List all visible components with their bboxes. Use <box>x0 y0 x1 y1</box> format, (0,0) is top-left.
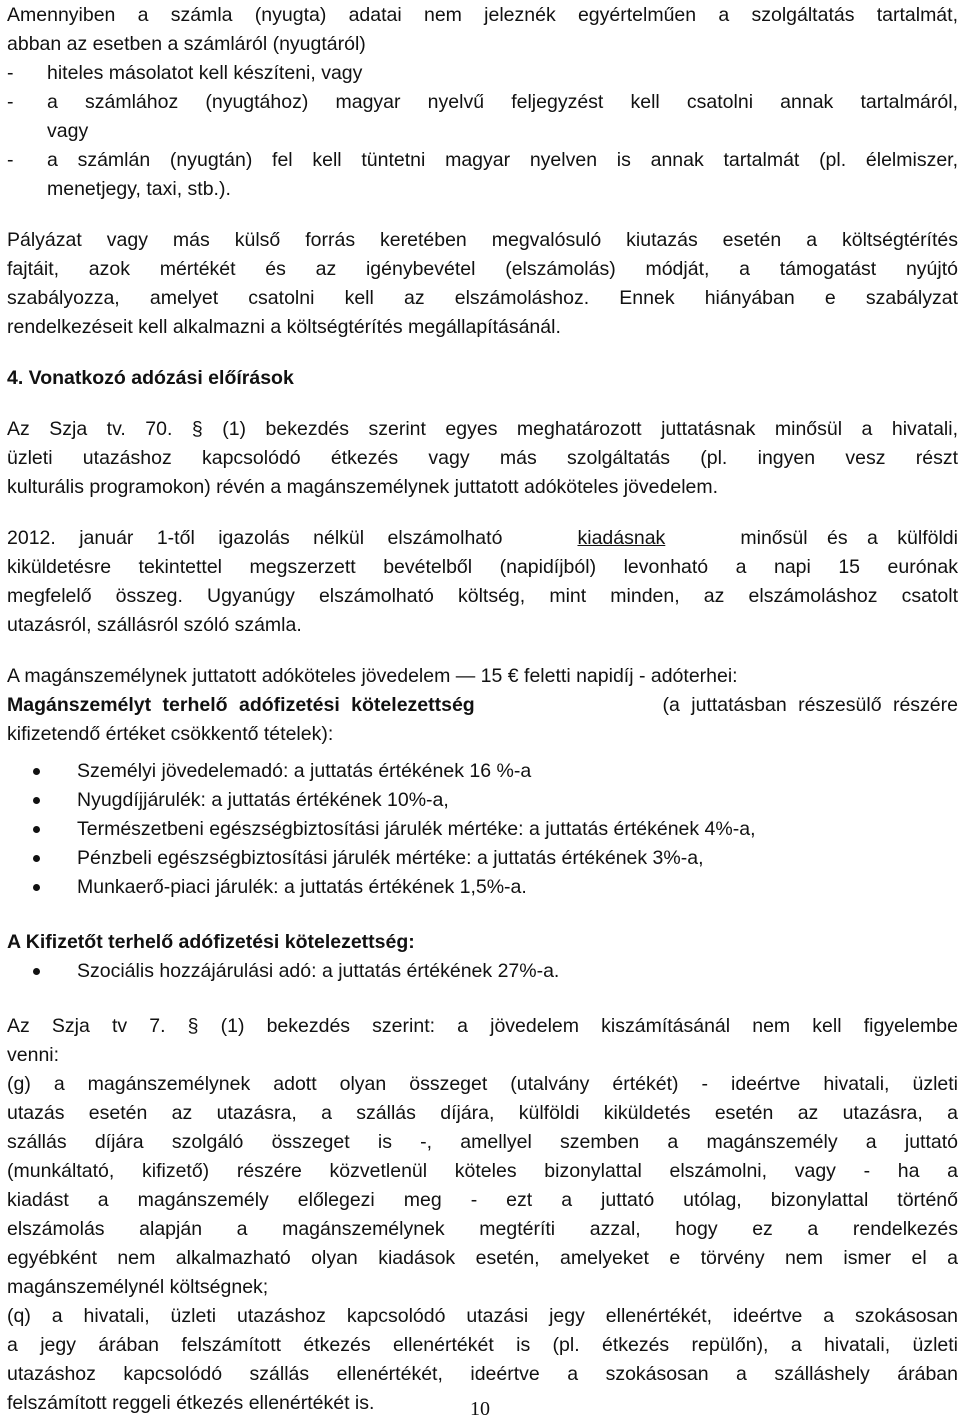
bullet-list-kifizeto <box>7 957 958 986</box>
text-line: kiadást a magánszemély előlegezi meg - ezt a juttató utólag, bizonylattal történő <box>7 1189 958 1211</box>
bullet-list-maganszemely <box>7 757 958 902</box>
paragraph-maganszemely <box>7 662 958 749</box>
text-line: elszámolás alapján a magánszemélynek megtéríti azzal, hogy ez a rendelkezés <box>7 1218 958 1240</box>
list-item <box>7 786 958 815</box>
list-item <box>7 873 958 902</box>
dash-list-item <box>7 59 958 88</box>
text-line: kulturális programokon) révén a magánszemélynek juttatott adóköteles jövedelem. <box>7 476 719 498</box>
paragraph-palyazat <box>7 226 958 342</box>
list-item-text: Pénzbeli egészségbiztosítási járulék mértéke: a juttatás értékének 3%-a, <box>77 847 704 869</box>
bullet-icon <box>7 844 77 873</box>
bullet-icon <box>7 757 77 786</box>
text-line: fajtáit, azok mértékét és az igénybevétel (elszámolás) módját, a támogatást nyújtó <box>7 258 958 280</box>
text-line: megfelelő összeg. Ugyanúgy elszámolható költség, mint minden, az elszámoláshoz csatolt <box>7 585 958 607</box>
bullet-icon <box>7 957 77 986</box>
list-item-text: Munkaerő-piaci járulék: a juttatás értékének 1,5%-a. <box>77 876 527 898</box>
paragraph-2012 <box>7 524 958 640</box>
text-line: utazáshoz kapcsolódó szállás ellenértékét, ideértve a szokásosan a szálláshely árában <box>7 1363 958 1385</box>
list-item-text: Szociális hozzájárulási adó: a juttatás értékének 27%-a. <box>77 960 560 982</box>
text-line: A magánszemélynek juttatott adóköteles jövedelem — 15 € feletti napidíj - adóterhei: <box>7 665 738 687</box>
list-item-text: Személyi jövedelemadó: a juttatás értékének 16 %-a <box>77 760 532 782</box>
bullet-icon <box>7 873 77 902</box>
text-line: kiküldetésre tekintettel megszerzett bevételből (napidíjból) levonható a napi 15 eurónak <box>7 556 958 578</box>
list-item-text: a számlán (nyugtán) fel kell tüntetni magyar nyelven is annak tartalmát (pl. élelmiszer, <box>47 149 958 171</box>
page-number: 10 <box>470 1398 490 1420</box>
dash-marker: - <box>7 62 14 84</box>
dash-list-item <box>7 88 958 117</box>
text-line: venni: <box>7 1044 60 1066</box>
text-line: magánszemélynél költségnek; <box>7 1276 269 1298</box>
list-item-text: Nyugdíjjárulék: a juttatás értékének 10%-a, <box>77 789 449 811</box>
text-line: felszámított reggeli étkezés ellenértékét is. <box>7 1392 375 1414</box>
text-line: Amennyiben a számla (nyugta) adatai nem jeleznék egyértelműen a szolgáltatás tartalmát, <box>7 4 958 26</box>
text-line: utazás esetén az utazásra, a szállás díjára, külföldi kiküldetés esetén az utazásra, a <box>7 1102 958 1124</box>
list-item <box>7 757 958 786</box>
bullet-icon <box>7 815 77 844</box>
bullet-icon <box>7 786 77 815</box>
dash-marker: - <box>7 149 14 171</box>
list-item <box>7 844 958 873</box>
list-item <box>7 815 958 844</box>
list-item-continuation: menetjegy, taxi, stb.). <box>47 178 231 200</box>
text-line: abban az esetben a számláról (nyugtáról) <box>7 33 366 55</box>
document-page <box>7 0 958 1418</box>
dash-list-item <box>7 146 958 175</box>
text-segment: (a juttatásban részesülő részére <box>662 694 958 716</box>
text-line: Az Szja tv 7. § (1) bekezdés szerint: a jövedelem kiszámításánál nem kell figyelembe <box>7 1015 958 1037</box>
list-item <box>7 957 958 986</box>
bold-phrase: Magánszemélyt terhelő adófizetési kötelezettség <box>7 694 475 716</box>
text-line <box>7 691 958 720</box>
text-line: Pályázat vagy más külső forrás keretében megvalósuló kiutazás esetén a költségtérítés <box>7 229 958 251</box>
text-line: szabályozza, amelyet csatolni kell az elszámoláshoz. Ennek hiányában e szabályzat <box>7 287 958 309</box>
paragraph-szja70 <box>7 415 958 502</box>
paragraph-szja7 <box>7 1012 958 1418</box>
list-item-text: Természetbeni egészségbiztosítási járulék mértéke: a juttatás értékének 4%-a, <box>77 818 756 840</box>
text-line: rendelkezéseit kell alkalmazni a költségtérítés megállapításánál. <box>7 316 561 338</box>
text-line: kifizetendő értéket csökkentő tételek): <box>7 723 334 745</box>
text-line: a jegy árában felszámított étkezés ellenértékét is (pl. étkezés repülőn), a hivatali, üzleti <box>7 1334 958 1356</box>
text-line: szállás díjára szolgáló összeget is -, amellyel szemben a magánszemély a juttató <box>7 1131 958 1153</box>
text-line: (q) a hivatali, üzleti utazáshoz kapcsolódó utazási jegy ellenértékét, ideértve a szokásosan <box>7 1305 958 1327</box>
text-line: Az Szja tv. 70. § (1) bekezdés szerint egyes meghatározott juttatásnak minősül a hivatali, <box>7 418 958 440</box>
section-heading: 4. Vonatkozó adózási előírások <box>7 367 294 389</box>
text-segment: 2012. január 1-től igazolás nélkül elszámolható <box>7 527 503 549</box>
underlined-word: kiadásnak <box>577 527 666 549</box>
dash-marker: - <box>7 91 14 113</box>
list-item-continuation: vagy <box>47 120 89 142</box>
text-line: (g) a magánszemélynek adott olyan összeget (utalvány értékét) - ideértve hivatali, üzleti <box>7 1073 958 1095</box>
text-line <box>7 524 958 553</box>
list-item-text: hiteles másolatot kell készíteni, vagy <box>47 62 363 84</box>
text-segment: minősül és a külföldi <box>740 527 958 549</box>
list-item-text: a számlához (nyugtához) magyar nyelvű feljegyzést kell csatolni annak tartalmáról, <box>47 91 958 113</box>
text-line: utazásról, szállásról szóló számla. <box>7 614 302 636</box>
text-line: (munkáltató, kifizető) részére közvetlenül köteles bizonylattal elszámolni, vagy - ha a <box>7 1160 958 1182</box>
text-line: egyébként nem alkalmazható olyan kiadások esetén, amelyeket e törvény nem ismer el a <box>7 1247 958 1269</box>
text-line: üzleti utazáshoz kapcsolódó étkezés vagy más szolgáltatás (pl. ingyen vesz részt <box>7 447 958 469</box>
kifizeto-heading: A Kifizetőt terhelő adófizetési kötelezettség: <box>7 931 415 953</box>
